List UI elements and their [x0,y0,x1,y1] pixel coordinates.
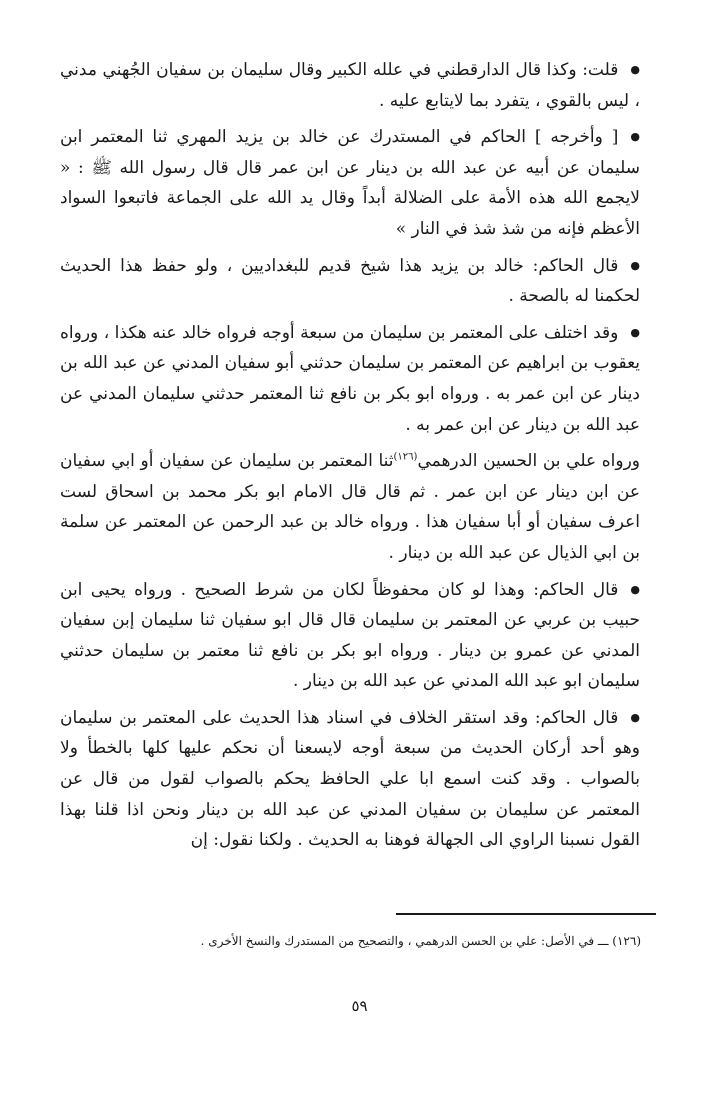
paragraph-2: ● [ وأخرجه ] الحاكم في المستدرك عن خالد بن يزيد المهري ثنا المعتمر ابن سليمان عن أبيه عن عبد الله بن دينار عن ابن عمر قال قال رسول الله ﷺ : « لايجمع الله هذه الأمة على الضلالة أبداً وقال يد الله على الجماعة فاتبعوا السواد الأعظم فإنه من شذ شذ في النار » [60,122,640,244]
paragraph-5-start: ورواه علي بن الحسين الدرهمي [417,451,640,472]
footnote-reference[interactable]: (١٢٦) [393,451,418,463]
footnote-divider [396,913,656,915]
main-text [60,55,640,862]
paragraph-3: ● قال الحاكم: خالد بن يزيد هذا شيخ قديم للبغداديين ، ولو حفظ هذا الحديث لحكمنا له بالصحة . [60,251,640,312]
paragraph-1: ● قلت: وكذا قال الدارقطني في علله الكبير وقال سليمان بن سفيان الجُهني مدني ، ليس بالقوي ، يتفرد بما لايتابع عليه . [60,55,640,116]
paragraph-7: ● قال الحاكم: وقد استقر الخلاف في اسناد هذا الحديث على المعتمر بن سليمان وهو أحد أركان الحديث من سبعة أوجه لايسعنا أن نحكم عليها كلها بالخطأ ولا بالصواب . وقد كنت اسمع ابا علي الحافظ يحكم بالصواب لقول من قال عن المعتمر عن سليمان بن سفيان المدني عن عبد الله بن دينار ونحن اذا قلنا بهذا القول نسبنا الراوي الى الجهالة فوهنا به الحديث . ولكنا نقول: إن [60,703,640,856]
paragraph-4: ● وقد اختلف على المعتمر بن سليمان من سبعة أوجه فرواه خالد عنه هكذا ، ورواه يعقوب بن ابراهيم عن المعتمر بن سليمان حدثني أبو سفيان المدني عن عبد الله بن دينار عن ابن عمر به . ورواه ابو بكر بن نافع ثنا المعتمر حدثني سليمان المدني عن عبد الله بن دينار عن ابن عمر به . [60,318,640,440]
paragraph-6: ● قال الحاكم: وهذا لو كان محفوظاً لكان من شرط الصحيح . ورواه يحيى ابن حبيب بن عربي عن المعتمر بن سليمان قال قال ابو سفيان ثنا سليمان إبن سفيان المدني عن عمرو بن دينار . ورواه ابو بكر بن نافع ثنا معتمر بن سليمان حدثني سليمان ابو عبد الله المدني عن عبد الله بن دينار . [60,575,640,697]
paragraph-5 [60,446,640,568]
paragraph-5-rest: ثنا المعتمر بن سليمان عن سفيان أو ابي سفيان عن ابن دينار عن ابن عمر . ثم قال قال الامام ابو بكر محمد بن اسحاق لست اعرف سفيان أو أبا سفيان هذا . ورواه خالد بن عبد الرحمن عن المعتمر عن سلمة بن ابي الذيال عن عبد الله بن دينار . [60,451,640,563]
page-number: ٥٩ [351,997,368,1015]
footnote: (١٢٦) ـــ في الأصل: علي بن الحسن الدرهمي ، والتصحيح من المستدرك والنسخ الأخرى . [200,934,641,948]
